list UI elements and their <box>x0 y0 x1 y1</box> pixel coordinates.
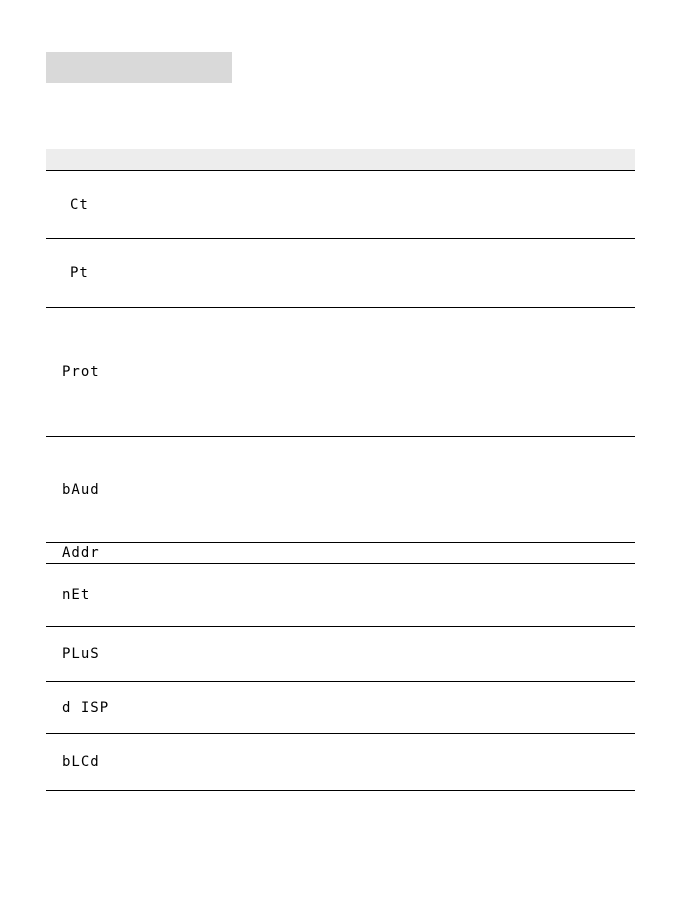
table-row-addr <box>46 543 635 564</box>
param-code-ct: Ct <box>70 196 89 213</box>
param-code-pt: Pt <box>70 265 89 281</box>
param-code-baud: bAud <box>62 481 100 498</box>
param-code-blcd: bLCd <box>62 754 100 770</box>
table-header <box>46 149 635 171</box>
param-code-net: nEt <box>62 587 91 603</box>
table-row-net <box>46 564 635 627</box>
param-code-disp: d ISP <box>62 699 110 716</box>
section-title-box <box>46 52 232 83</box>
table-row-disp <box>46 682 635 734</box>
param-code-plus: PLuS <box>62 646 100 662</box>
table-row-ct <box>46 171 635 239</box>
table-row-baud <box>46 437 635 543</box>
param-code-addr: Addr <box>62 545 100 561</box>
table-row-plus <box>46 627 635 682</box>
table-row-prot <box>46 308 635 437</box>
param-code-prot: Prot <box>62 364 100 380</box>
table-row-blcd <box>46 734 635 791</box>
table-row-pt <box>46 239 635 308</box>
